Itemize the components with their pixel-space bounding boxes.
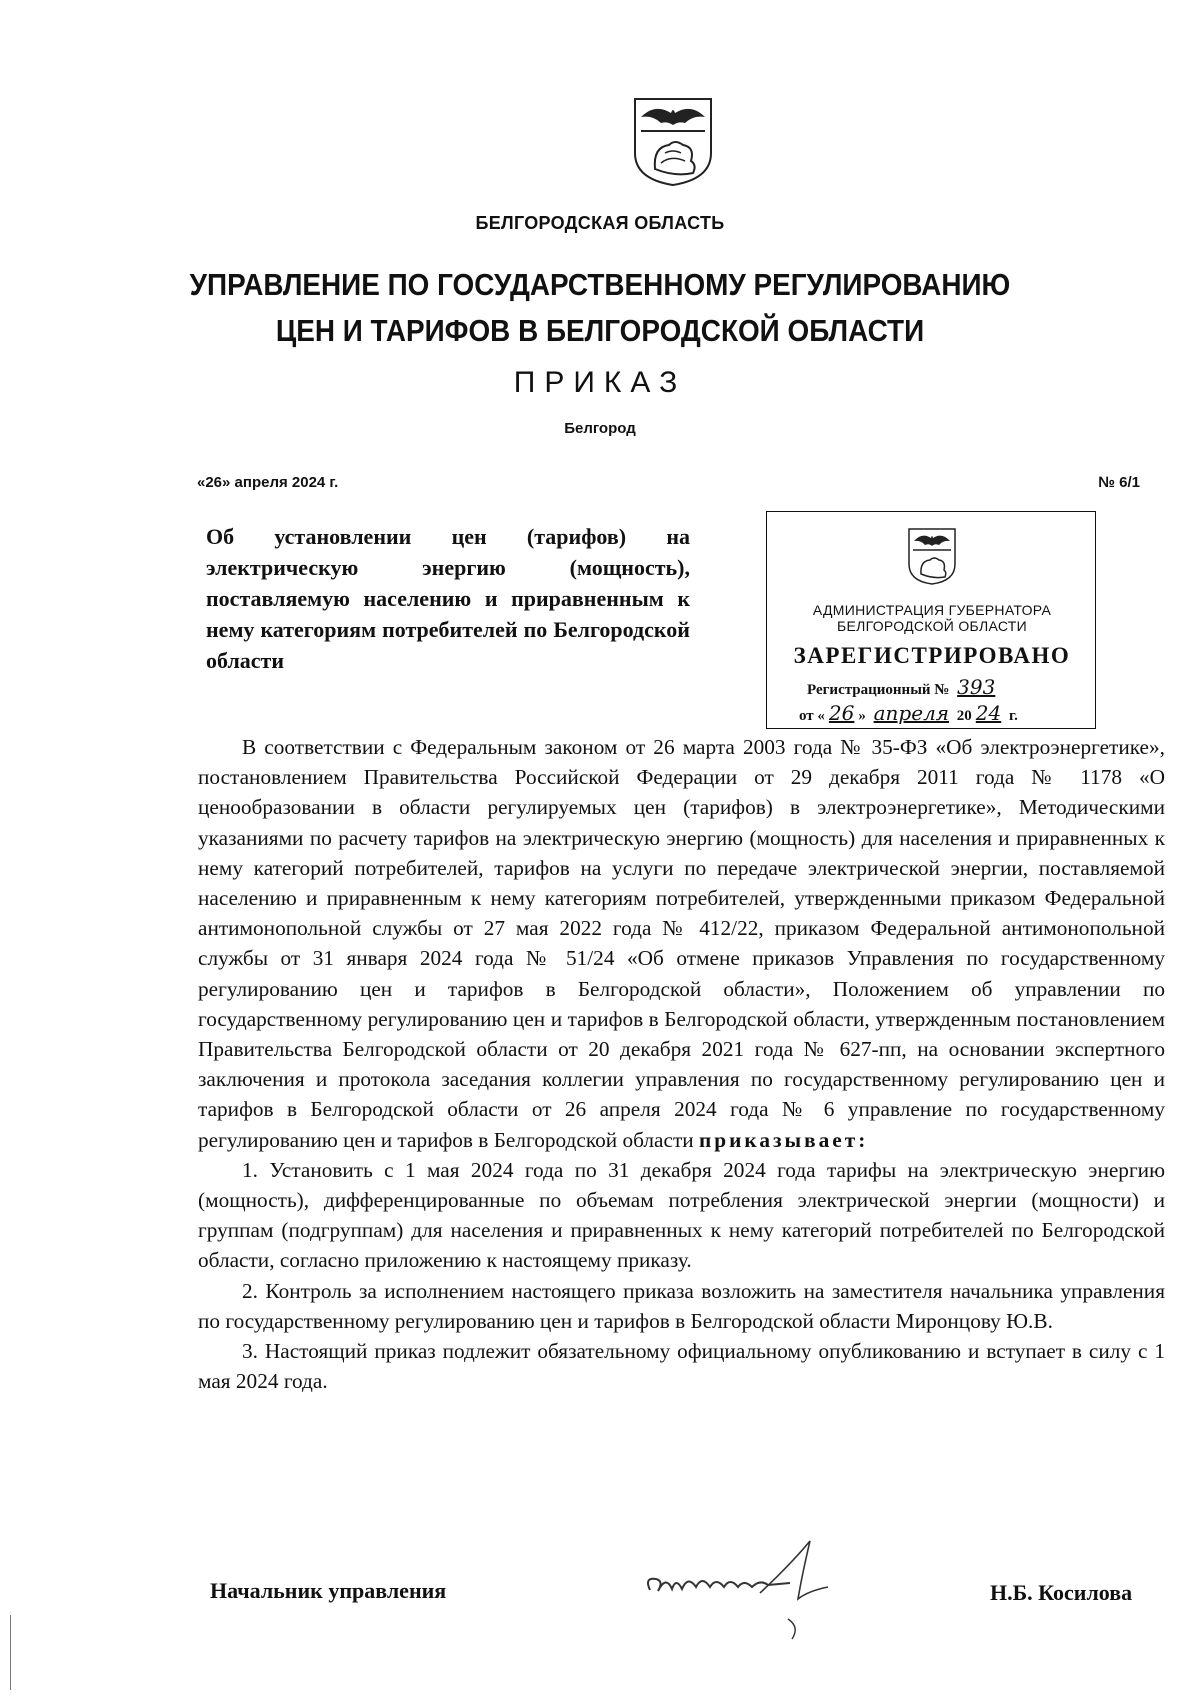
handwritten-signature-icon xyxy=(640,1535,870,1645)
scan-margin-line xyxy=(10,1615,11,1690)
stamp-date-from: от « xyxy=(799,708,825,724)
order-item-3: 3. Настоящий приказ подлежит обязательному официальному опубликованию и вступает в силу с 1 мая 2024 года. xyxy=(198,1339,1165,1394)
signatory-position: Начальник управления xyxy=(210,1578,447,1603)
agency-line-1: УПРАВЛЕНИЕ ПО ГОСУДАРСТВЕННОМУ РЕГУЛИРОВАНИЮ xyxy=(189,267,1011,302)
stamp-date-year-prefix: 20 xyxy=(956,708,972,724)
stamp-date-sep: » xyxy=(858,708,866,724)
stamp-date-row xyxy=(799,701,1018,725)
stamp-date-year-end: г. xyxy=(1009,708,1018,724)
signatory-name: Н.Б. Косилова xyxy=(990,1580,1133,1605)
stamp-admin-line-1: АДМИНИСТРАЦИЯ ГУБЕРНАТОРА xyxy=(812,602,1052,618)
agency-name xyxy=(60,262,1140,354)
stamp-date-year-suffix: 24 xyxy=(975,701,1002,725)
stamp-date-day: 26 xyxy=(828,701,855,725)
registration-stamp xyxy=(766,511,1096,729)
document-date: «26» апреля 2024 г. xyxy=(197,474,339,491)
agency-line-2: ЦЕН И ТАРИФОВ В БЕЛГОРОДСКОЙ ОБЛАСТИ xyxy=(275,313,925,348)
stamp-registered: ЗАРЕГИСТРИРОВАНО xyxy=(793,643,1071,668)
stamp-admin-text xyxy=(767,602,1097,634)
stamp-reg-number-row xyxy=(807,675,999,699)
order-item-2: 2. Контроль за исполнением настоящего приказа возложить на заместителя начальника управления по государственному регулированию цен и тарифов в Белгородской области Миронцову Ю.В. xyxy=(198,1278,1165,1333)
document-number: № 6/1 xyxy=(1098,474,1140,491)
preamble-paragraph xyxy=(198,732,1165,1155)
stamp-admin-line-2: БЕЛГОРОДСКОЙ ОБЛАСТИ xyxy=(837,618,1027,634)
region-name: БЕЛГОРОДСКАЯ ОБЛАСТЬ xyxy=(475,213,725,233)
document-subject: Об установлении цен (тарифов) на электрическую энергию (мощность), поставляемую населению и приравненным к нему категориям потребителей по Белгородской области xyxy=(206,524,690,673)
stamp-reg-label: Регистрационный № xyxy=(807,682,950,698)
stamp-coat-of-arms-icon xyxy=(906,526,958,586)
stamp-reg-number: 393 xyxy=(957,675,996,699)
preamble-text: В соответствии с Федеральным законом от 26 марта 2003 года № 35-ФЗ «Об электроэнергетике», постановлением Правительства Российской Федерации от 29 декабря 2011 года № 1178 «О ценообразовании в области регулируемых цен (тарифов) в электроэнергетике», Методическими указаниями по расчету тарифов на электрическую энергию (мощность) для населения и приравненных к нему категорий потребителей, тарифов на услуги по передаче электрической энергии, поставляемой населению и приравненным к нему категориям потребителей, утвержденными приказом Федеральной антимонопольной службы от 27 мая 2022 года № 412/22, приказом Федеральной антимонопольной службы от 31 января 2024 года № 51/24 «Об отмене приказов Управления по государственному регулированию цен и тарифов в Белгородской области», Положением об управлении по государственному регулированию цен и тарифов в Белгородской области, утвержденным постановлением Правительства Белгородской области от 20 декабря 2021 года № 627-пп, на основании экспертного заключения и протокола заседания коллегии управления по государственному регулированию цен и тарифов в Белгородской области от 26 апреля 2024 года № 6 управление по государственному регулированию цен и тарифов в Белгородской области xyxy=(198,735,1165,1152)
city-name: Белгород xyxy=(564,420,636,437)
order-item-1: 1. Установить с 1 мая 2024 года по 31 декабря 2024 года тарифы на электрическую энергию (мощность), дифференцированные по объемам потребления электрической энергии (мощности) и группам (подгруппам) для населения и приравненных к нему категорий потребителей по Белгородской области, согласно приложению к настоящему приказу. xyxy=(198,1157,1165,1273)
orders-word: приказывает: xyxy=(698,1127,869,1152)
document-type: ПРИКАЗ xyxy=(513,366,687,399)
document-body xyxy=(198,732,1165,1396)
coat-of-arms-icon xyxy=(631,95,715,187)
stamp-date-month: апреля xyxy=(873,701,950,725)
